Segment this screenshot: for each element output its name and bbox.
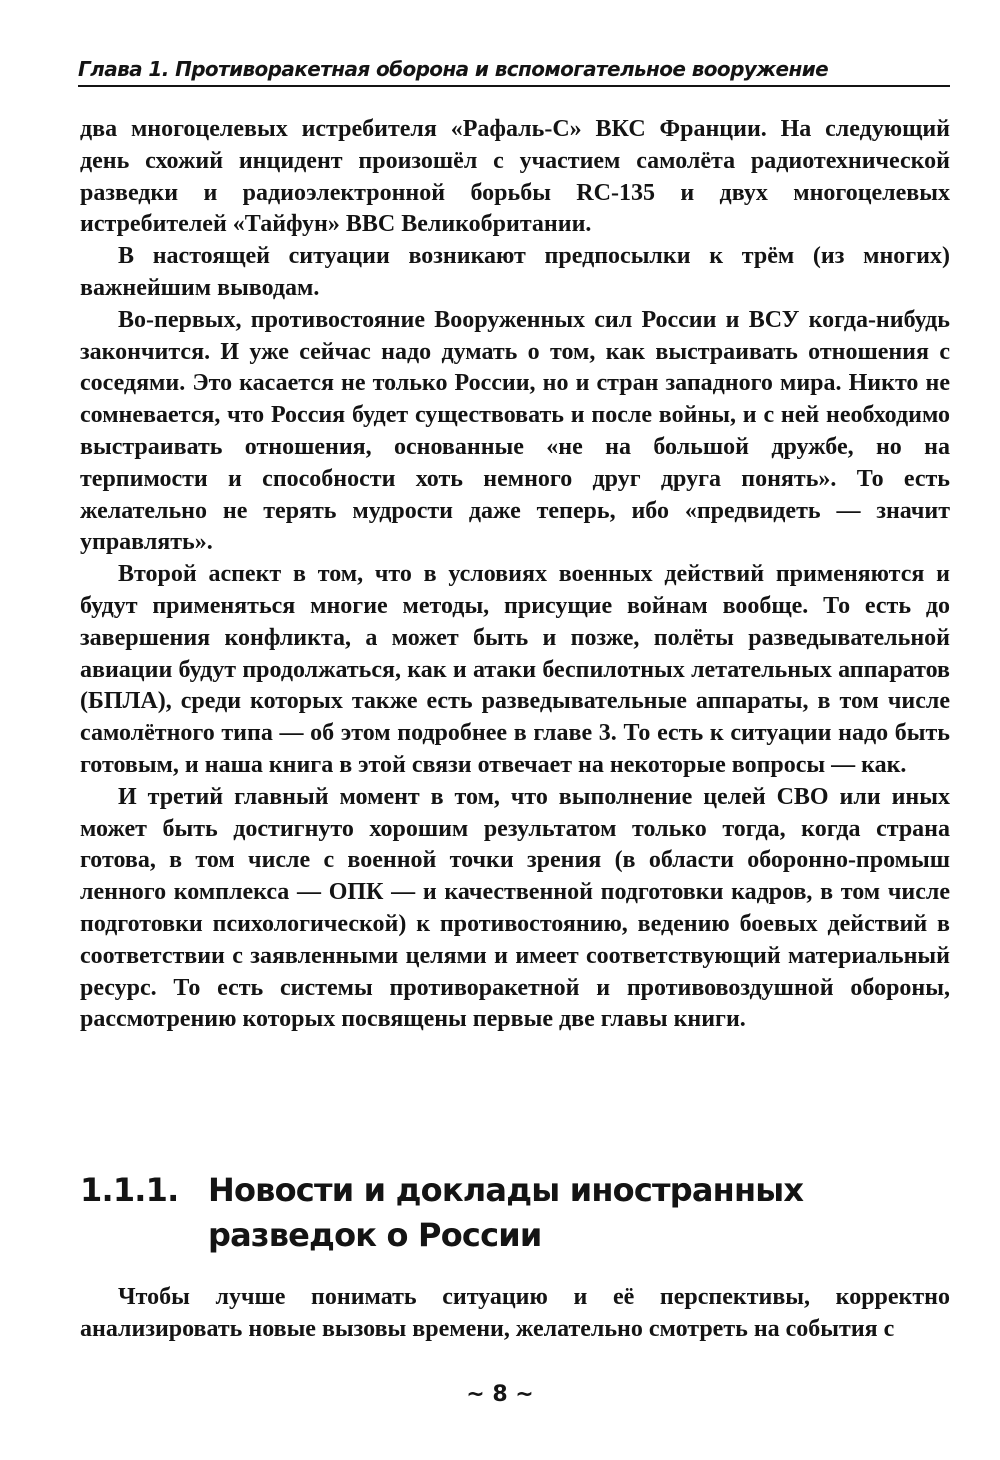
section-heading (80, 1168, 950, 1258)
paragraph-second-point: Второй аспект в том, что в условиях военных действий применяются и будут применяться многие методы, присущие войнам вообще. То есть до завершения конфликта, а может быть и позже, полёты разведывательной авиации будут продолжаться, как и атаки беспилотных летательных аппаратов (БПЛА), среди которых также есть разведывательные аппараты, в том числе самолётного типа — об этом подробнее в главе 3. То есть к ситуации надо быть готовым, и наша книга в этой связи отвечает на некоторые вопросы — как. (80, 561, 950, 778)
section-body (80, 1282, 950, 1346)
section-title: Новости и доклады иностранных разведок о России (208, 1171, 804, 1254)
section-number: 1.1.1. (80, 1171, 179, 1209)
header-rule (78, 85, 950, 87)
running-head: Глава 1. Противоракетная оборона и вспомогательное вооружение (78, 57, 829, 81)
paragraph-premises: В настоящей ситуации возникают предпосылки к трём (из многих) важнейшим выводам. (80, 243, 950, 301)
section-first-paragraph: Чтобы лучше понимать ситуацию и её перспективы, корректно анализировать новые вызовы времени, желательно смотреть на события с (80, 1284, 950, 1342)
body-text (80, 114, 950, 1036)
paragraph-first-point: Во-первых, противостояние Вооруженных сил России и ВСУ когда-нибудь закончится. И уже сейчас надо думать о том, как выстраивать отношения с соседями. Это касается не только России, но и стран западного мира. Никто не сомневается, что Россия будет существовать и после войны, и с ней необходимо выстраивать отношения, основанные «не на большой дружбе, но на терпимости и способности хоть немного друг друга понять». То есть желательно не терять мудрости даже теперь, ибо «предвидеть — значит управлять». (80, 306, 950, 556)
paragraph-continuation: два многоцелевых истребителя «Рафаль-С» ВКС Франции. На следующий день схожий инцидент произошёл с участием самолёта радиотехнической разведки и радиоэлектронной борьбы RC-135 и двух многоцелевых истребителей «Тайфун» ВВС Великобритании. (80, 116, 950, 238)
paragraph-third-point: И третий главный момент в том, что выполнение целей СВО или иных может быть достигнуто хорошим результатом только тогда, когда страна готова, в том числе с военной точки зрения (в области оборонно-промыш ленного комплекса — ОПК — и качественной подготовки кадров, в том числе подготовки психологической) к противостоянию, ведению боевых действий в соответствии с заявленными целями и имеет соответствующий материальный ресурс. То есть системы противоракетной и противовоздушной обороны, рассмотрению которых посвящены первые две главы книги. (80, 783, 950, 1033)
page-number: ~ 8 ~ (466, 1382, 534, 1407)
